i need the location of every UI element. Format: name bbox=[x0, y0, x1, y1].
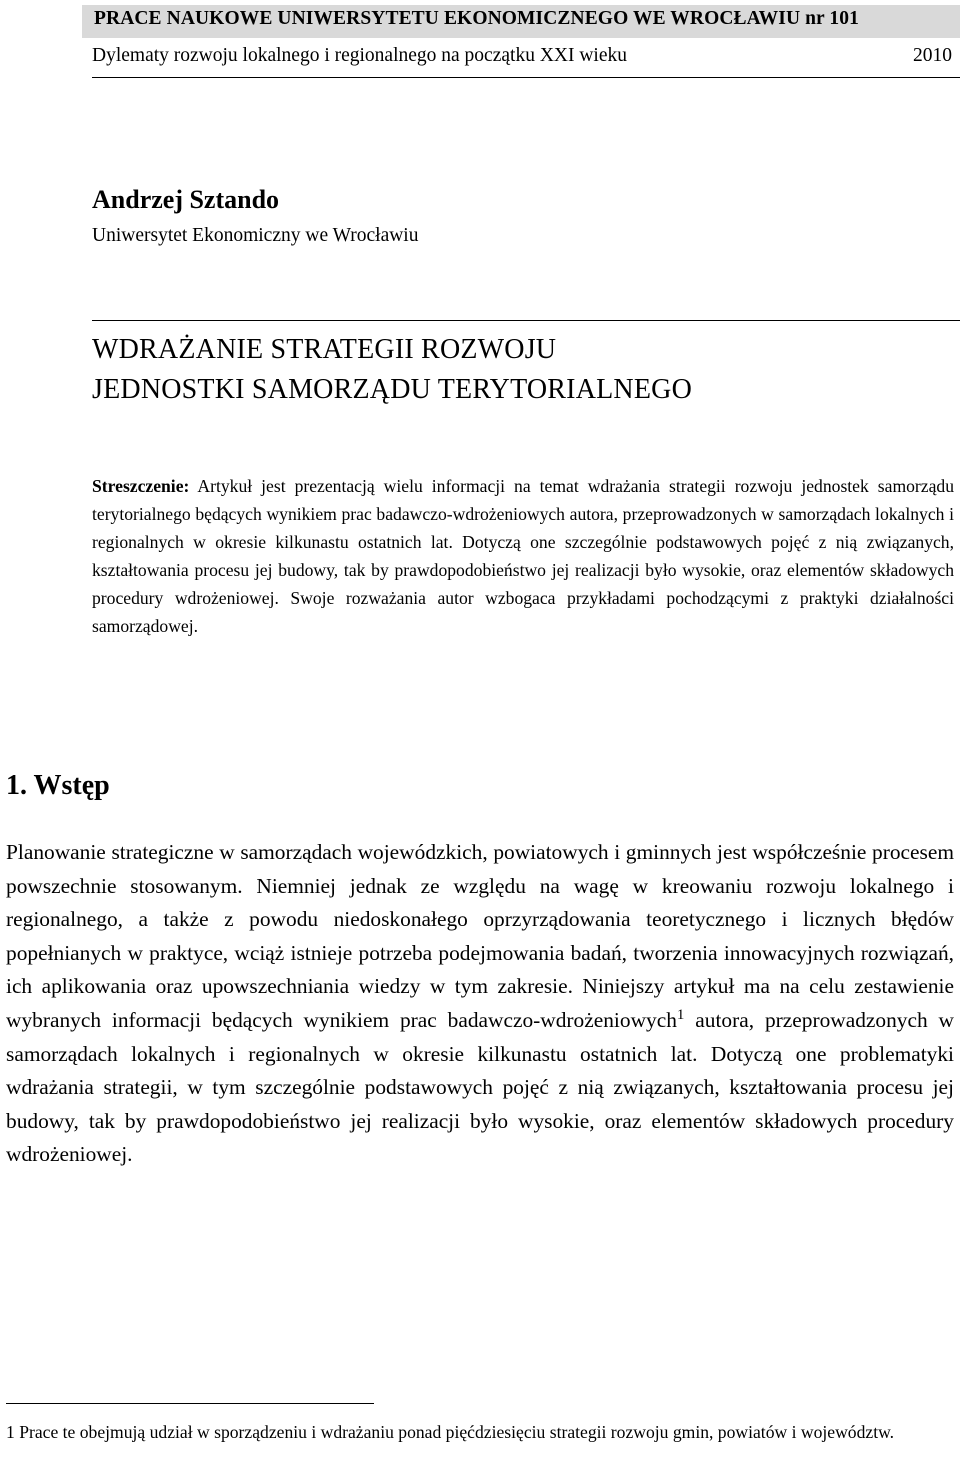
author-name: Andrzej Sztando bbox=[92, 185, 280, 214]
body-paragraph-part-2: autora, przeprowadzonych w samorządach lokalnych i regionalnych w okresie kilkunastu ostatnich lat. Dotyczą one problematyki wdrażania strategii, w tym szczególnie podstawowych pojęć z nią związanych, kształtowania procesu jej budowy, tak by prawdopodobieństwo jej realizacji było wysokie, oraz elementów składowych procedury wdrożeniowej. bbox=[6, 1007, 955, 1167]
abstract-label: Streszczenie: bbox=[92, 476, 190, 496]
footnote bbox=[6, 1418, 954, 1447]
body-paragraph bbox=[6, 836, 954, 1172]
footnote-number: 1 bbox=[6, 1422, 15, 1442]
series-title: Dylematy rozwoju lokalnego i regionalnego na początku XXI wieku bbox=[92, 45, 628, 66]
article-title-line-1: WDRAŻANIE STRATEGII ROZWOJU bbox=[92, 334, 557, 365]
abstract bbox=[92, 472, 954, 641]
footnote-rule bbox=[6, 1403, 374, 1404]
author-affiliation: Uniwersytet Ekonomiczny we Wrocławiu bbox=[92, 225, 419, 246]
body-paragraph-part-1: Planowanie strategiczne w samorządach wojewódzkich, powiatowych i gminnych jest współcześnie procesem powszechnie stosowanym. Niemniej jednak ze względu na wagę w kreowaniu rozwoju lokalnego i regionalnego, a także z powodu niedoskonałego oprzyrządowania teoretycznego i licznych błędów popełnianych w praktyce, wciąż istnieje potrzeba podejmowania badań, tworzenia innowacyjnych rozwiązań, ich aplikowania oraz upowszechniania wiedzy w tym zakresie. Niniejszy artykuł ma na celu zestawienie wybranych informacji będących wynikiem prac badawczo-wdrożeniowych bbox=[6, 840, 954, 1032]
header-rule bbox=[92, 77, 960, 78]
article-title bbox=[92, 330, 952, 410]
journal-title: PRACE NAUKOWE UNIWERSYTETU EKONOMICZNEGO WE WROCŁAWIU nr 101 bbox=[94, 8, 859, 29]
footnote-text: Prace te obejmują udział w sporządzeniu i wdrażaniu ponad pięćdziesięciu strategii rozwoju gmin, powiatów i województw. bbox=[14, 1422, 895, 1442]
article-title-line-2: JEDNOSTKI SAMORZĄDU TERYTORIALNEGO bbox=[92, 374, 692, 405]
series-line bbox=[92, 45, 952, 67]
title-rule bbox=[92, 320, 960, 321]
footnote-reference[interactable]: 1 bbox=[676, 1006, 685, 1023]
publication-year: 2010 bbox=[913, 45, 952, 66]
section-heading: 1. Wstęp bbox=[6, 770, 110, 801]
abstract-text: Artykuł jest prezentacją wielu informacji na temat wdrażania strategii rozwoju jednostek samorządu terytorialnego będących wynikiem prac badawczo-wdrożeniowych autora, przeprowadzonych w samorządach lokalnych i regionalnych w okresie kilkunastu ostatnich lat. Dotyczą one szczególnie podstawowych pojęć z nią związanych, kształtowania procesu jej budowy, tak by prawdopodobieństwo jej realizacji było wysokie, oraz elementów składowych procedury wdrożeniowej. Swoje rozważania autor wzbogaca przykładami pochodzącymi z praktyki działalności samorządowej. bbox=[92, 476, 954, 637]
